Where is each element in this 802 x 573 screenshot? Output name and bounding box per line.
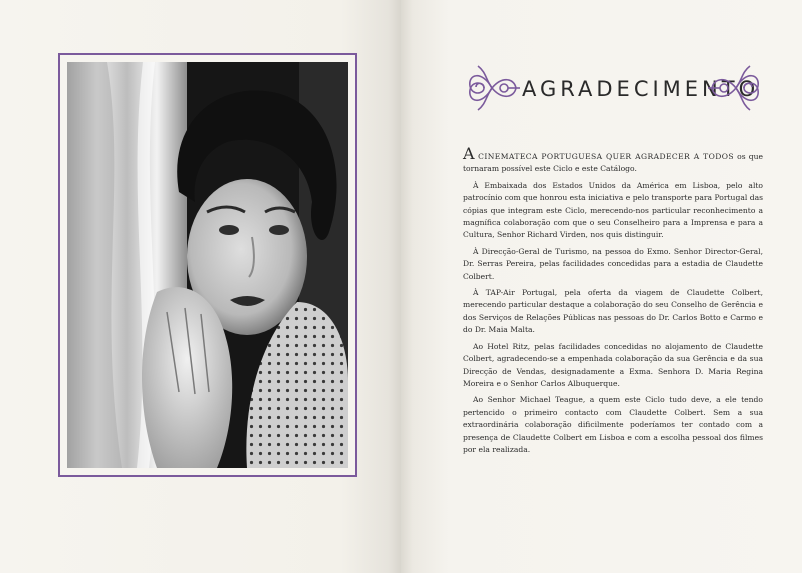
flourish-ornament-icon [464, 60, 520, 116]
paragraph: À Direcção-Geral de Turismo, na pessoa do Exmo. Senhor Director-Geral, Dr. Serras Pereira, pelas facilidades concedidas para a estadia de Claudette Colbert. [463, 246, 763, 281]
paragraph: Ao Senhor Michael Teague, a quem este Ciclo tudo deve, a ele tendo pertencido o primeiro contacto com Claudette Colbert. Sem a sua extraordinária colaboração dificilmente poderíamos ter contado com a presença de Claudette Colbert em Lisboa e com a escolha pessoal dos filmes por ela realizada. [463, 395, 763, 454]
drop-cap: A [463, 144, 475, 163]
title-block [464, 56, 764, 120]
opening-smallcaps: CINEMATECA PORTUGUESA QUER AGRADECER A TODOS [474, 152, 734, 161]
paragraph: Ao Hotel Ritz, pelas facilidades concedidas no alojamento de Claudette Colbert, agradecendo-se a empenhada colaboração da sua Gerência e da sua Direcção de Vendas, designadamente a Exma. Senhora D. Maria Regina Moreira e o Senhor Carlos Albuquerque. [463, 341, 763, 388]
paragraph [463, 144, 763, 176]
paragraph-text: os que tornaram possível este Ciclo e este Catálogo. [463, 152, 763, 174]
paragraph: À Embaixada dos Estados Unidos da América em Lisboa, pelo alto patrocínio com que honrou esta iniciativa e pelo transporte para Portugal das cópias que integram este Ciclo, merecendo-nos particular reconhecimento a magnífica colaboração com que o seu Conselheiro para a Imprensa e para a Cultura, Senhor Richard Virden, nos quis distinguir. [463, 180, 763, 240]
photo-frame [58, 53, 357, 477]
portrait-illustration [67, 62, 348, 468]
portrait-photo-icon [67, 62, 348, 468]
flourish-ornament-icon [708, 60, 764, 116]
page-title: AGRADECIMENTO [522, 77, 760, 101]
acknowledgement-text [463, 144, 763, 460]
paragraph: À TAP-Air Portugal, pela oferta da viagem de Claudette Colbert, merecendo particular destaque a colaboração do seu Conselho de Gerência e dos Serviços de Relações Públicas nas pessoas do Dr. Carlos Botto e Carmo e do Dr. Maia Malta. [463, 288, 763, 335]
